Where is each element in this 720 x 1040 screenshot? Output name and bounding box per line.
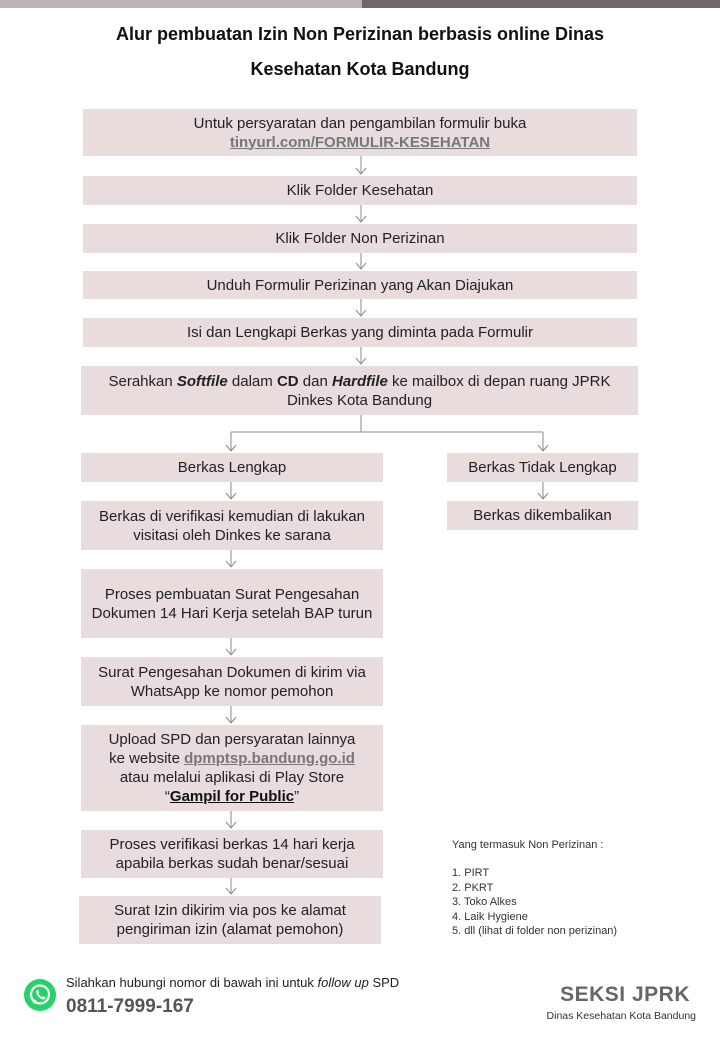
notes-item-3: 3. Toko Alkes	[452, 896, 517, 908]
arrow-right-1	[538, 482, 548, 499]
notes-item-2: 2. PKRT	[452, 881, 494, 894]
form-link[interactable]: tinyurl.com/FORMULIR-KESEHATAN	[229, 133, 491, 151]
app-name: Gampil for Public	[169, 788, 295, 805]
branch-incomplete: Berkas Tidak Lengkap	[447, 453, 638, 482]
step-open-form-text: Untuk persyaratan dan pengambilan formulir buka	[193, 114, 527, 132]
notes-item-5: 5. dll (lihat di folder non perizinan)	[452, 925, 618, 937]
upload-line1: Upload SPD dan persyaratan lainnya	[108, 731, 356, 748]
notes-item-1: 1. PIRT	[452, 867, 490, 879]
step-verification-visit: Berkas di verifikasi kemudian di lakukan visitasi oleh Dinkes ke sarana	[81, 501, 383, 550]
arrow-1	[356, 156, 366, 174]
branch-complete: Berkas Lengkap	[81, 453, 383, 482]
step-folder-non-perizinan: Klik Folder Non Perizinan	[83, 224, 637, 253]
arrow-4	[356, 299, 366, 316]
files-returned: Berkas dikembalikan	[447, 501, 638, 530]
page-title-line1: Alur pembuatan Izin Non Perizinan berbasis online Dinas	[115, 24, 605, 44]
step-submit-files	[81, 366, 638, 415]
step-folder-kesehatan: Klik Folder Kesehatan	[83, 176, 637, 205]
upload-line4: “Gampil for Public”	[164, 788, 300, 805]
upload-line3: atau melalui aplikasi di Play Store	[119, 769, 345, 786]
page-title-line2: Kesehatan Kota Bandung	[250, 59, 470, 79]
notes-item-4: 4. Laik Hygiene	[452, 910, 528, 923]
step-spd-process: Proses pembuatan Surat Pengesahan Dokumen 14 Hari Kerja setelah BAP turun	[81, 569, 383, 638]
step-final-verification: Proses verifikasi berkas 14 hari kerja apabila berkas sudah benar/sesuai	[81, 830, 383, 878]
arrow-3	[356, 253, 366, 269]
arrow-5	[356, 347, 366, 364]
arrow-left-3	[226, 638, 236, 655]
arrow-left-1	[226, 482, 236, 499]
notes-heading: Yang termasuk Non Perizinan :	[452, 839, 604, 851]
step-submit-files-text: Serahkan Softfile dalam CD dan Hardfile ke mailbox di depan ruang JPRK Dinkes Kota Bandung	[108, 372, 611, 409]
upload-line2: ke website dpmptsp.bandung.go.id	[109, 750, 355, 767]
step-download-form: Unduh Formulir Perizinan yang Akan Diajukan	[83, 271, 637, 299]
step-open-form	[83, 109, 637, 156]
arrow-left-4	[226, 706, 236, 723]
step-upload-spd	[81, 725, 383, 811]
arrow-left-5	[226, 811, 236, 828]
website-link[interactable]: dpmptsp.bandung.go.id	[184, 750, 355, 767]
contact-text: Silahkan hubungi nomor di bawah ini untuk follow up SPD	[66, 975, 400, 990]
branch-split	[226, 415, 548, 451]
arrow-left-6	[226, 878, 236, 894]
whatsapp-icon[interactable]	[24, 979, 56, 1011]
arrow-2	[356, 205, 366, 222]
step-spd-whatsapp: Surat Pengesahan Dokumen di kirim via WhatsApp ke nomor pemohon	[81, 657, 383, 706]
arrow-left-2	[226, 550, 236, 567]
dinas-name: Dinas Kesehatan Kota Bandung	[546, 1010, 696, 1022]
step-fill-form: Isi dan Lengkapi Berkas yang diminta pada Formulir	[83, 318, 637, 347]
seksi-title: SEKSI JPRK	[560, 983, 690, 1006]
phone-number[interactable]: 0811-7999-167	[66, 996, 194, 1017]
step-permit-sent: Surat Izin dikirim via pos ke alamat pengiriman izin (alamat pemohon)	[79, 896, 381, 944]
